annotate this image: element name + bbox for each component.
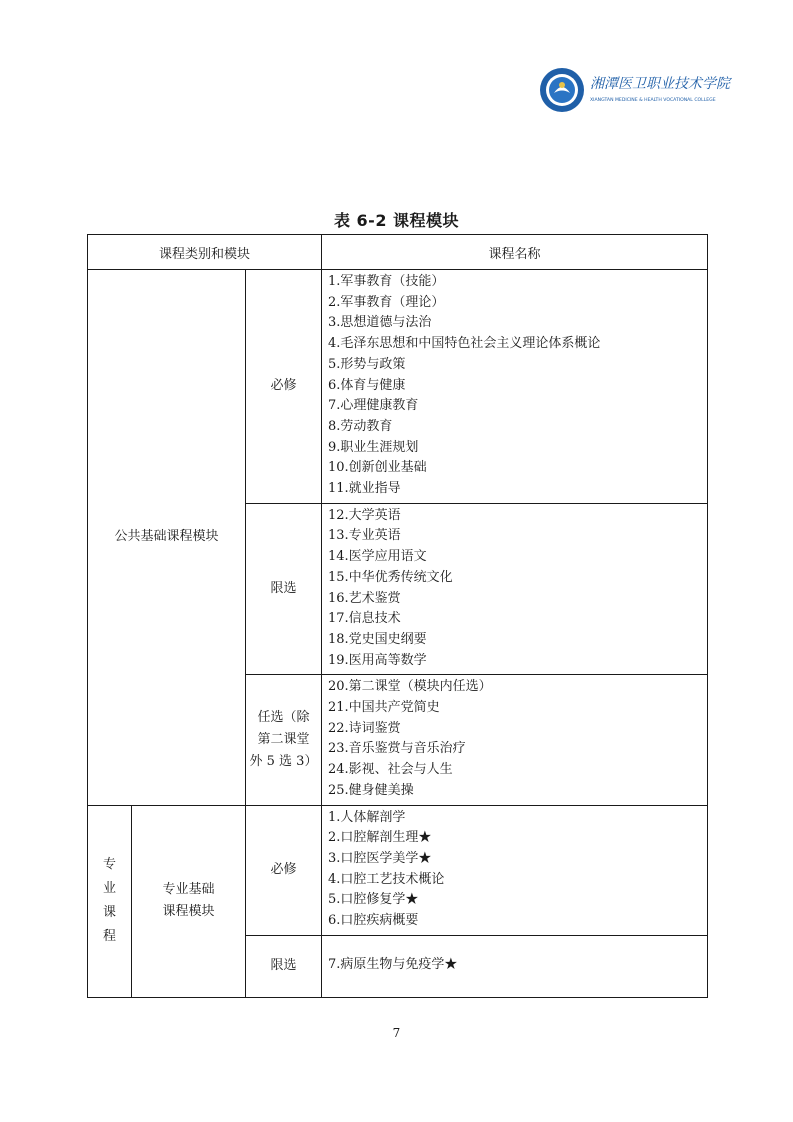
course-item: 9.职业生涯规划: [328, 439, 419, 455]
table-header-row: [88, 235, 708, 270]
course-item: 2.军事教育（理论）: [328, 294, 445, 310]
course-item: 18.党史国史纲要: [328, 631, 427, 647]
course-item: 4.口腔工艺技术概论: [328, 871, 445, 887]
course-item: 14.医学应用语文: [328, 549, 427, 565]
course-item: 1.人体解剖学: [328, 809, 406, 825]
course-item: 22.诗词鉴赏: [328, 720, 401, 736]
course-module-table: [87, 234, 708, 998]
course-item: 24.影视、社会与人生: [328, 762, 453, 778]
public-limited-label: 限选: [246, 503, 322, 675]
public-required-courses: [322, 270, 708, 504]
course-item: 11.就业指导: [328, 481, 401, 497]
public-optional-courses: [322, 675, 708, 805]
header-category: 课程类别和模块: [88, 235, 322, 270]
course-item: 20.第二课堂（模块内任选）: [328, 679, 492, 695]
professional-label: 专 业 课 程: [88, 805, 132, 997]
public-required-label: 必修: [246, 270, 322, 504]
course-item: 25.健身健美操: [328, 782, 414, 798]
course-item: 1.军事教育（技能）: [328, 274, 445, 289]
course-item: 3.口腔医学美学★: [328, 850, 432, 866]
course-item: 16.艺术鉴赏: [328, 590, 401, 606]
course-item: 7.心理健康教育: [328, 398, 419, 414]
course-item: 3.思想道德与法治: [328, 315, 432, 331]
course-item: 5.口腔修复学★: [328, 892, 419, 908]
course-item: 15.中华优秀传统文化: [328, 569, 453, 585]
logo-text-en: XIANGTAN MEDICINE & HEALTH VOCATIONAL COLLEGE: [590, 98, 716, 103]
header-course-name: 课程名称: [322, 235, 708, 270]
table-row: [88, 270, 708, 504]
course-item: 2.口腔解剖生理★: [328, 830, 432, 846]
course-item: 21.中国共产党简史: [328, 700, 440, 716]
professional-module-label: 专业基础 课程模块: [132, 805, 246, 997]
college-logo: [538, 66, 730, 114]
course-item: 10.创新创业基础: [328, 460, 427, 476]
course-item: 13.专业英语: [328, 528, 401, 544]
course-item: 7.病原生物与免疫学★: [328, 957, 458, 973]
public-optional-label: 任选（除 第二课堂 外 5 选 3）: [246, 675, 322, 805]
course-item: 8.劳动教育: [328, 418, 393, 434]
course-item: 19.医用高等数学: [328, 652, 427, 668]
course-item: 5.形势与政策: [328, 356, 406, 372]
public-limited-courses: [322, 503, 708, 675]
professional-required-label: 必修: [246, 805, 322, 935]
course-item: 23.音乐鉴赏与音乐治疗: [328, 741, 466, 757]
course-item: 17.信息技术: [328, 611, 401, 627]
page-number: 7: [392, 1026, 401, 1040]
course-item: 12.大学英语: [328, 507, 401, 523]
logo-text-cn: 湘潭医卫职业技术学院: [590, 76, 730, 92]
course-item: 4.毛泽东思想和中国特色社会主义理论体系概论: [328, 336, 601, 352]
course-item: 6.口腔疾病概要: [328, 913, 419, 929]
public-module-label: 公共基础课程模块: [88, 270, 246, 806]
table-title: 表 6-2 课程模块: [333, 211, 460, 230]
course-item: 6.体育与健康: [328, 377, 406, 393]
professional-required-courses: [322, 805, 708, 935]
professional-limited-label: 限选: [246, 935, 322, 997]
professional-limited-courses: [322, 935, 708, 997]
table-row: [88, 805, 708, 935]
